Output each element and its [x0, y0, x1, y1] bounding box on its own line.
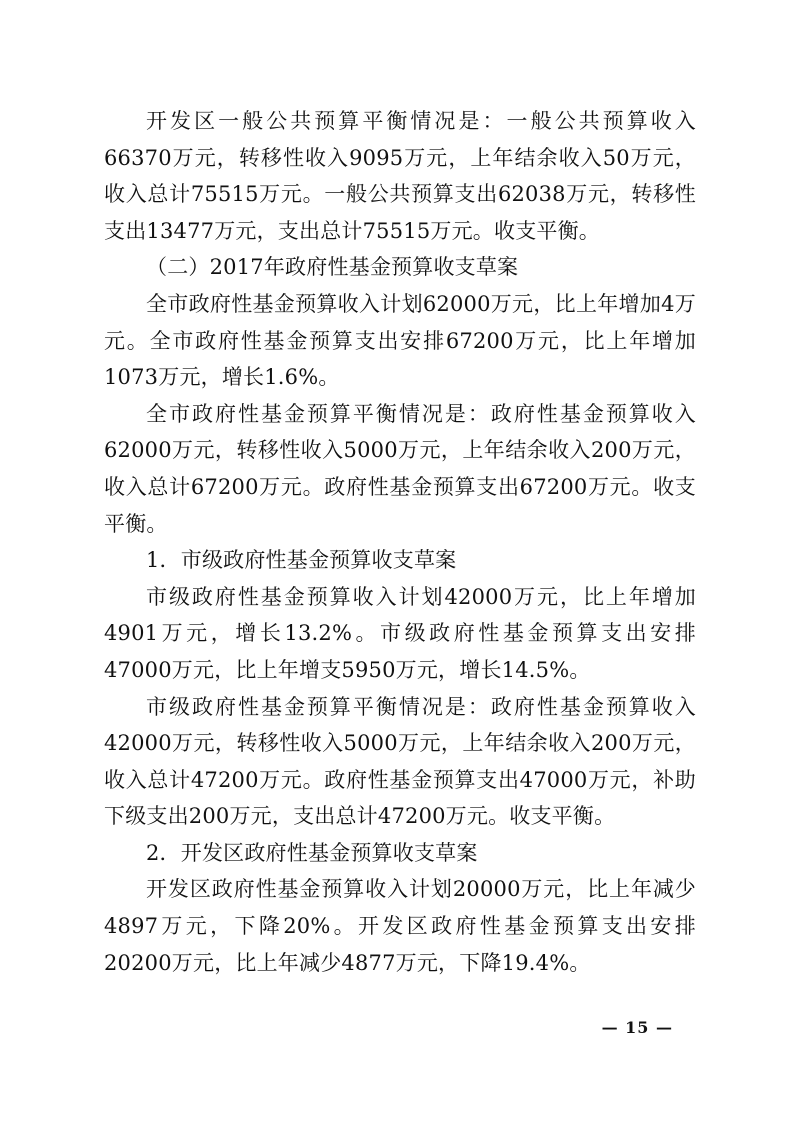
paragraph-dev-zone-general-balance: 开发区一般公共预算平衡情况是：一般公共预算收入66370万元，转移性收入9095万元，上年结余收入50万元，收入总计75515万元。一般公共预算支出62038万元，转移性支出13477万元，支出总计75515万元。收支平衡。 — [104, 109, 696, 243]
paragraph-city-fund-balance: 全市政府性基金预算平衡情况是：政府性基金预算收入62000万元，转移性收入5000万元，上年结余收入200万元，收入总计67200万元。政府性基金预算支出67200万元。收支平衡。 — [104, 401, 696, 536]
paragraph-dev-zone-fund-budget: 开发区政府性基金预算收入计划20000万元，比上年减少4897万元，下降20%。开发区政府性基金预算支出安排20200万元，比上年减少4877万元，下降19.4%。 — [104, 877, 696, 975]
paragraph-city-fund-budget: 全市政府性基金预算收入计划62000万元，比上年增加4万元。全市政府性基金预算支出安排67200万元，比上年增加1073万元，增长1.6%。 — [104, 291, 696, 390]
section-heading-fund-budget: （二）2017年政府性基金预算收支草案 — [146, 255, 519, 280]
subsection-heading-dev-zone-fund: 2．开发区政府性基金预算收支草案 — [146, 840, 478, 865]
page-number: — 15 — — [601, 1018, 673, 1037]
document-body — [104, 103, 696, 981]
paragraph-municipal-fund-budget: 市级政府性基金预算收入计划42000万元，比上年增加4901万元，增长13.2%。市级政府性基金预算支出安排47000万元，比上年增支5950万元，增长14.5%。 — [104, 584, 696, 682]
paragraph-municipal-fund-balance: 市级政府性基金预算平衡情况是：政府性基金预算收入42000万元，转移性收入5000万元，上年结余收入200万元，收入总计47200万元。政府性基金预算支出47000万元，补助下级支出200万元，支出总计47200万元。收支平衡。 — [104, 694, 696, 829]
subsection-heading-municipal-fund: 1．市级政府性基金预算收支草案 — [146, 548, 457, 573]
